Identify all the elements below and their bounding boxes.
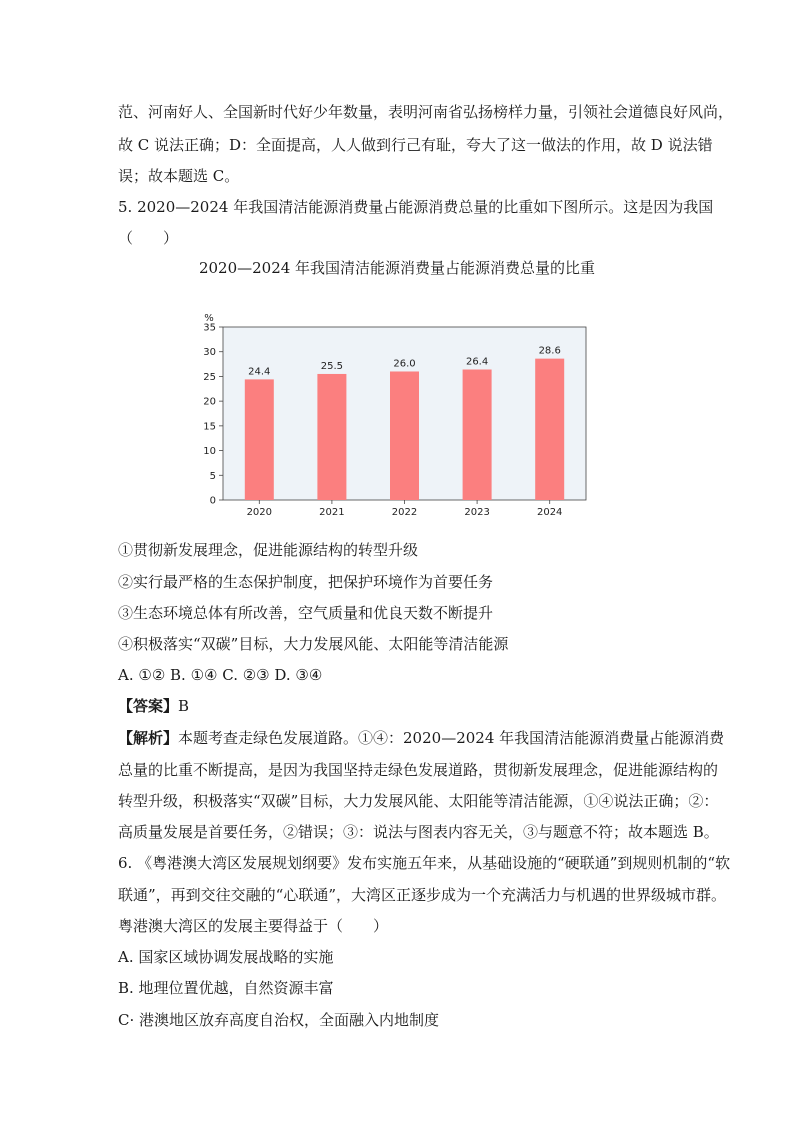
question-6-stem: 6. 《粤港澳大湾区发展规划纲要》发布实施五年来，从基础设施的“硬联通”到规则机制的“软 — [118, 854, 731, 872]
y-tick-label: 5 — [209, 470, 216, 482]
bar — [245, 379, 274, 500]
y-tick-label: 10 — [203, 446, 216, 458]
analysis-text: 高质量发展是首要任务，②错误；③：说法与图表内容无关，③与题意不符；故本题选 B。 — [118, 823, 719, 841]
data-label: 26.0 — [393, 358, 416, 370]
analysis-label: 【解析】 — [118, 729, 179, 747]
analysis-text: 总量的比重不断提高，是因为我国坚持走绿色发展道路，贯彻新发展理念，促进能源结构的 — [118, 761, 719, 779]
y-tick-label: 35 — [203, 322, 216, 334]
question-6-option-b: B. 地理位置优越，自然资源丰富 — [118, 979, 334, 997]
question-6-stem: 粤港澳大湾区的发展主要得益于（ ） — [118, 917, 389, 935]
bar-chart — [190, 310, 590, 520]
question-6-option-c: C· 港澳地区放弃高度自治权，全面融入内地制度 — [118, 1011, 440, 1029]
chart-title: 2020—2024 年我国清洁能源消费量占能源消费总量的比重 — [198, 259, 596, 277]
y-tick-label: 0 — [209, 495, 216, 507]
x-tick-label: 2021 — [319, 507, 345, 518]
y-tick-label: 30 — [203, 347, 216, 359]
option-4: ④积极落实“双碳”目标，大力发展风能、太阳能等清洁能源 — [118, 635, 509, 653]
analysis-row — [118, 728, 724, 748]
data-label: 25.5 — [320, 360, 344, 372]
option-3: ③生态环境总体有所改善，空气质量和优良天数不断提升 — [118, 604, 494, 622]
data-label: 26.4 — [465, 356, 489, 368]
text-line: 故 C 说法正确；D：全面提高，人人做到行己有耻，夸大了这一做法的作用，故 D 说法错 — [118, 136, 713, 154]
bar — [463, 370, 492, 500]
bar — [535, 359, 564, 500]
answer-choices: A. ①② B. ①④ C. ②③ D. ③④ — [118, 666, 323, 684]
question-5-stem: 5. 2020—2024 年我国清洁能源消费量占能源消费总量的比重如下图所示。这是因为我国 — [118, 198, 714, 216]
bar — [317, 374, 346, 500]
question-5-blank: （ ） — [118, 229, 179, 247]
bar — [390, 371, 419, 500]
answer-label: 【答案】 — [118, 697, 179, 715]
answer-row — [118, 696, 189, 716]
y-tick-label: 25 — [203, 371, 216, 383]
data-label: 28.6 — [538, 345, 561, 357]
option-1: ①贯彻新发展理念，促进能源结构的转型升级 — [118, 541, 419, 559]
y-axis-unit: % — [204, 313, 214, 324]
answer-value: B — [178, 697, 190, 715]
y-tick-label: 20 — [203, 396, 216, 408]
y-tick-label: 15 — [203, 421, 216, 433]
data-label: 24.4 — [248, 366, 271, 378]
x-tick-label: 2024 — [536, 507, 563, 518]
text-line: 误；故本题选 C。 — [118, 167, 240, 185]
analysis-text: 本题考查走绿色发展道路。①④：2020—2024 年我国清洁能源消费量占能源消费 — [178, 729, 725, 747]
x-tick-label: 2022 — [391, 507, 418, 518]
question-6-option-a: A. 国家区域协调发展战略的实施 — [118, 948, 334, 966]
text-line: 范、河南好人、全国新时代好少年数量，表明河南省弘扬榜样力量，引领社会道德良好风尚， — [118, 103, 734, 121]
question-6-stem: 联通”，再到交往交融的“心联通”，大湾区正逐步成为一个充满活力与机遇的世界级城市群。 — [118, 886, 727, 904]
option-2: ②实行最严格的生态保护制度，把保护环境作为首要任务 — [118, 573, 494, 591]
analysis-text: 转型升级，积极落实“双碳”目标，大力发展风能、太阳能等清洁能源，①④说法正确；②： — [118, 792, 719, 810]
x-tick-label: 2020 — [246, 507, 273, 518]
x-tick-label: 2023 — [464, 507, 490, 518]
